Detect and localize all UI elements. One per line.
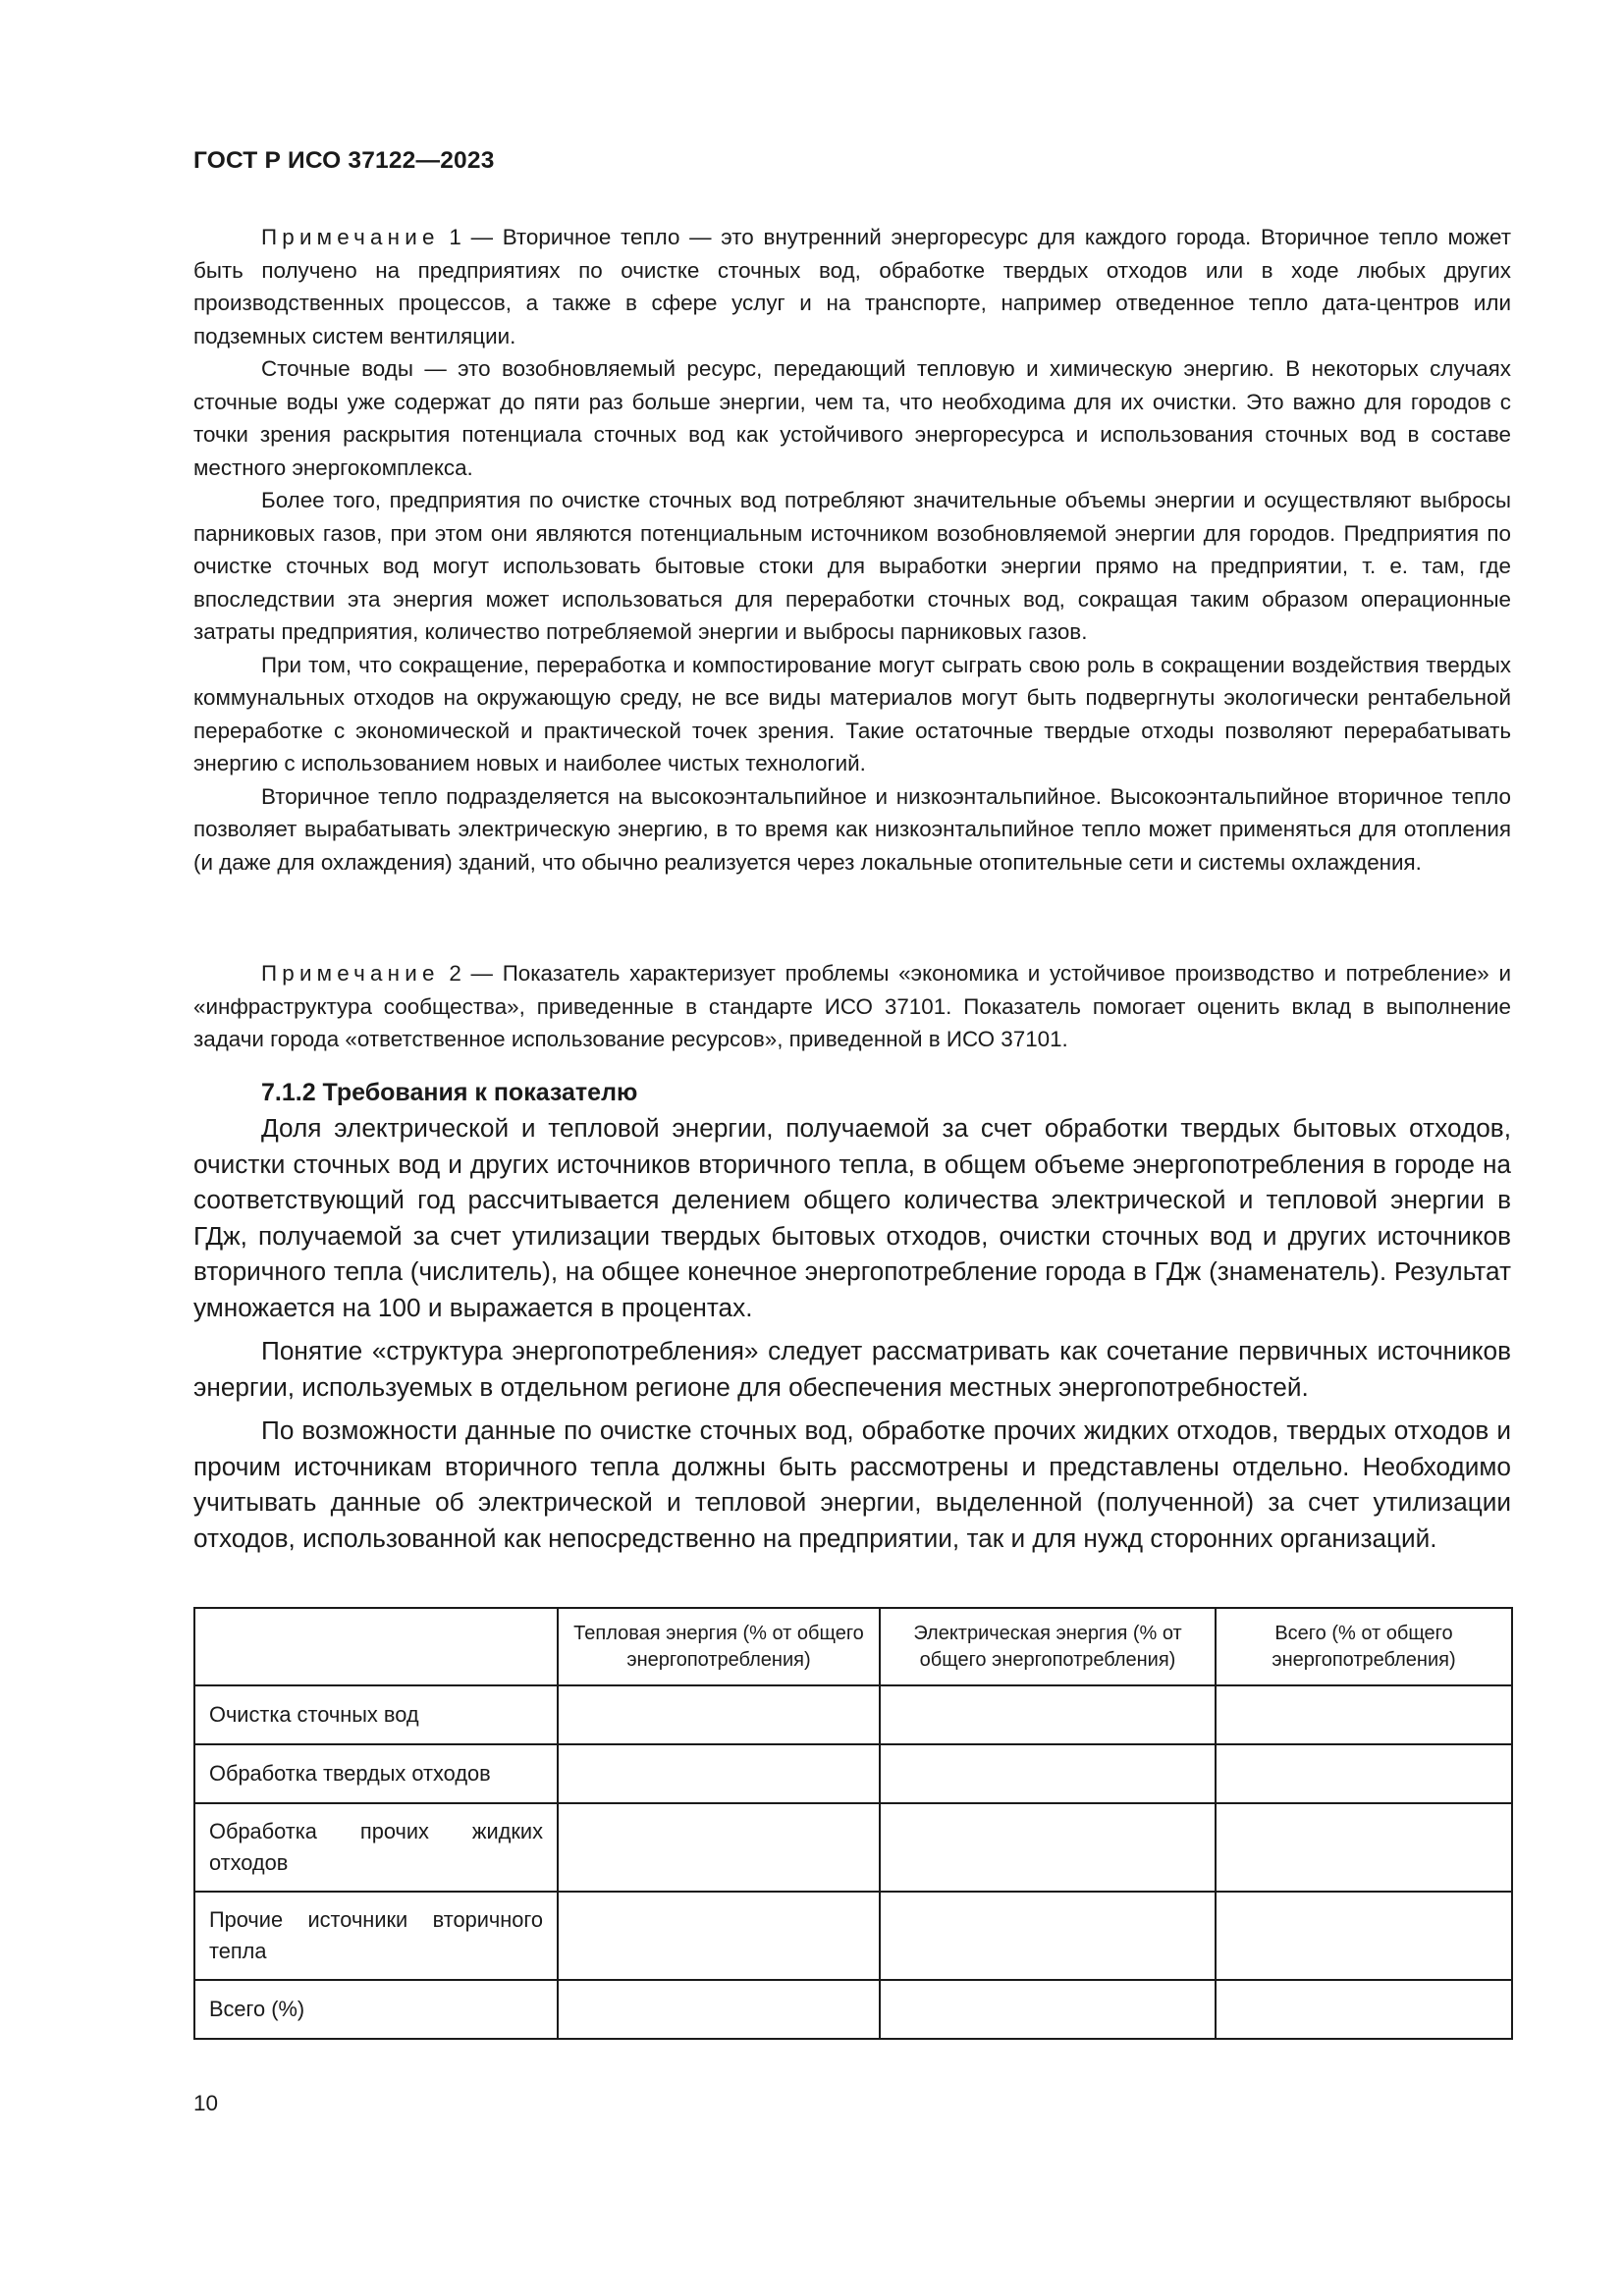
table-row bbox=[194, 1803, 1512, 1892]
note-2-text: 2 — Показатель характеризует проблемы «экономика и устойчивое производство и потребление» и «инфраструктура сообщества», приведенные в стандарте ИСО 37101. Показатель помогает оценить вклад в выполнение задачи города «ответственное использование ресурсов», приведенной в ИСО 37101. bbox=[193, 961, 1511, 1051]
note-1-paragraph-3: Более того, предприятия по очистке сточных вод потребляют значительные объемы энергии и осуществляют выбросы парниковых газов, при этом они являются потенциальным источником возобновляемой энергии для городов. Предприятия по очистке сточных вод могут использовать бытовые стоки для выработки энергии прямо на предприятии, т. е. там, где впоследствии эта энергия может использоваться для переработки сточных вод, сокращая таким образом операционные затраты предприятия, количество потребляемой энергии и выбросы парниковых газов. bbox=[193, 488, 1511, 644]
table-cell bbox=[1216, 1892, 1512, 1980]
row-label: Очистка сточных вод bbox=[194, 1685, 558, 1744]
section-paragraph-3: По возможности данные по очистке сточных вод, обработке прочих жидких отходов, твердых отходов и прочим источникам вторичного тепла должны быть рассмотрены и представлены отдельно. Необходимо учитывать данные об электрической и тепловой энергии, выделенной (полученной) за счет утилизации отходов, использованной как непосредственно на предприятии, так и для нужд сторонних организаций. bbox=[193, 1415, 1511, 1553]
table-header-empty bbox=[194, 1608, 558, 1685]
table-header-electric: Электрическая энергия (% от общего энергопотребления) bbox=[880, 1608, 1216, 1685]
table-header-row bbox=[194, 1608, 1512, 1685]
table-cell bbox=[1216, 1980, 1512, 2039]
note-1-text: 1 — Вторичное тепло — это внутренний энергоресурс для каждого города. Вторичное тепло может быть получено на предприятиях по очистке сточных вод, обработке твердых отходов или в ходе любых других производственных процессов, а также в сфере услуг и на транспорте, например отведенное тепло дата-центров или подземных систем вентиляции. bbox=[193, 225, 1511, 348]
section-paragraph-2: Понятие «структура энергопотребления» следует рассматривать как сочетание первичных источников энергии, используемых в отдельном регионе для обеспечения местных энергопотребностей. bbox=[193, 1336, 1511, 1402]
note-1-block bbox=[193, 221, 1511, 879]
table-cell bbox=[880, 1744, 1216, 1803]
table-header-total: Всего (% от общего энергопотребления) bbox=[1216, 1608, 1512, 1685]
table-cell bbox=[1216, 1685, 1512, 1744]
note-2-paragraph bbox=[193, 957, 1511, 1056]
table-cell bbox=[880, 1685, 1216, 1744]
table-row bbox=[194, 1744, 1512, 1803]
table-cell bbox=[558, 1685, 880, 1744]
table-cell bbox=[1216, 1744, 1512, 1803]
note-1-paragraph bbox=[193, 221, 1511, 352]
row-label: Обработка прочих жидких отходов bbox=[194, 1803, 558, 1892]
note-1-paragraph-2: Сточные воды — это возобновляемый ресурс, передающий тепловую и химическую энергию. В некоторых случаях сточные воды уже содержат до пяти раз больше энергии, чем та, что необходима для их очистки. Это важно для городов с точки зрения раскрытия потенциала сточных вод как устойчивого энергоресурса и использования сточных вод в составе местного энергокомплекса. bbox=[193, 356, 1511, 480]
table-cell bbox=[880, 1980, 1216, 2039]
note-1-paragraph-4: При том, что сокращение, переработка и компостирование могут сыграть свою роль в сокращении воздействия твердых коммунальных отходов на окружающую среду, не все виды материалов могут быть подвергнуты экологически рентабельной переработке с экономической и практической точек зрения. Такие остаточные твердые отходы позволяют перерабатывать энергию с использованием новых и наиболее чистых технологий. bbox=[193, 652, 1511, 775]
note-2-label: Примечание bbox=[261, 961, 440, 986]
table-cell bbox=[1216, 1803, 1512, 1892]
document-header: ГОСТ Р ИСО 37122—2023 bbox=[193, 147, 495, 174]
row-label: Прочие источники вторичного тепла bbox=[194, 1892, 558, 1980]
page-number: 10 bbox=[193, 2091, 219, 2115]
table-cell bbox=[880, 1803, 1216, 1892]
table-row bbox=[194, 1892, 1512, 1980]
table-header-heat: Тепловая энергия (% от общего энергопотребления) bbox=[558, 1608, 880, 1685]
note-1-label: Примечание bbox=[261, 225, 440, 249]
section-7-1-2 bbox=[193, 1075, 1511, 1564]
table-row bbox=[194, 1980, 1512, 2039]
note-2-block bbox=[193, 957, 1511, 1056]
table-cell bbox=[880, 1892, 1216, 1980]
energy-table bbox=[193, 1607, 1513, 2040]
table-cell bbox=[558, 1803, 880, 1892]
row-label: Обработка твердых отходов bbox=[194, 1744, 558, 1803]
note-1-paragraph-5: Вторичное тепло подразделяется на высокоэнтальпийное и низкоэнтальпийное. Высокоэнтальпийное вторичное тепло позволяет вырабатывать электрическую энергию, в то время как низкоэнтальпийное тепло может применяться для отопления (и даже для охлаждения) зданий, что обычно реализуется через локальные отопительные сети и системы охлаждения. bbox=[193, 783, 1511, 875]
section-paragraph-1: Доля электрической и тепловой энергии, получаемой за счет обработки твердых бытовых отходов, очистки сточных вод и других источников вторичного тепла, в общем объеме энергопотребления в городе на соответствующий год рассчитывается делением общего количества электрической и тепловой энергии в ГДж, получаемой за счет утилизации твердых бытовых отходов, очистки сточных вод и других источников вторичного тепла (числитель), на общее конечное энергопотребление города в ГДж (знаменатель). Результат умножается на 100 и выражается в процентах. bbox=[193, 1113, 1511, 1322]
table-cell bbox=[558, 1980, 880, 2039]
row-label: Всего (%) bbox=[194, 1980, 558, 2039]
table-row bbox=[194, 1685, 1512, 1744]
section-heading: 7.1.2 Требования к показателю bbox=[261, 1079, 638, 1106]
table-cell bbox=[558, 1744, 880, 1803]
table-cell bbox=[558, 1892, 880, 1980]
